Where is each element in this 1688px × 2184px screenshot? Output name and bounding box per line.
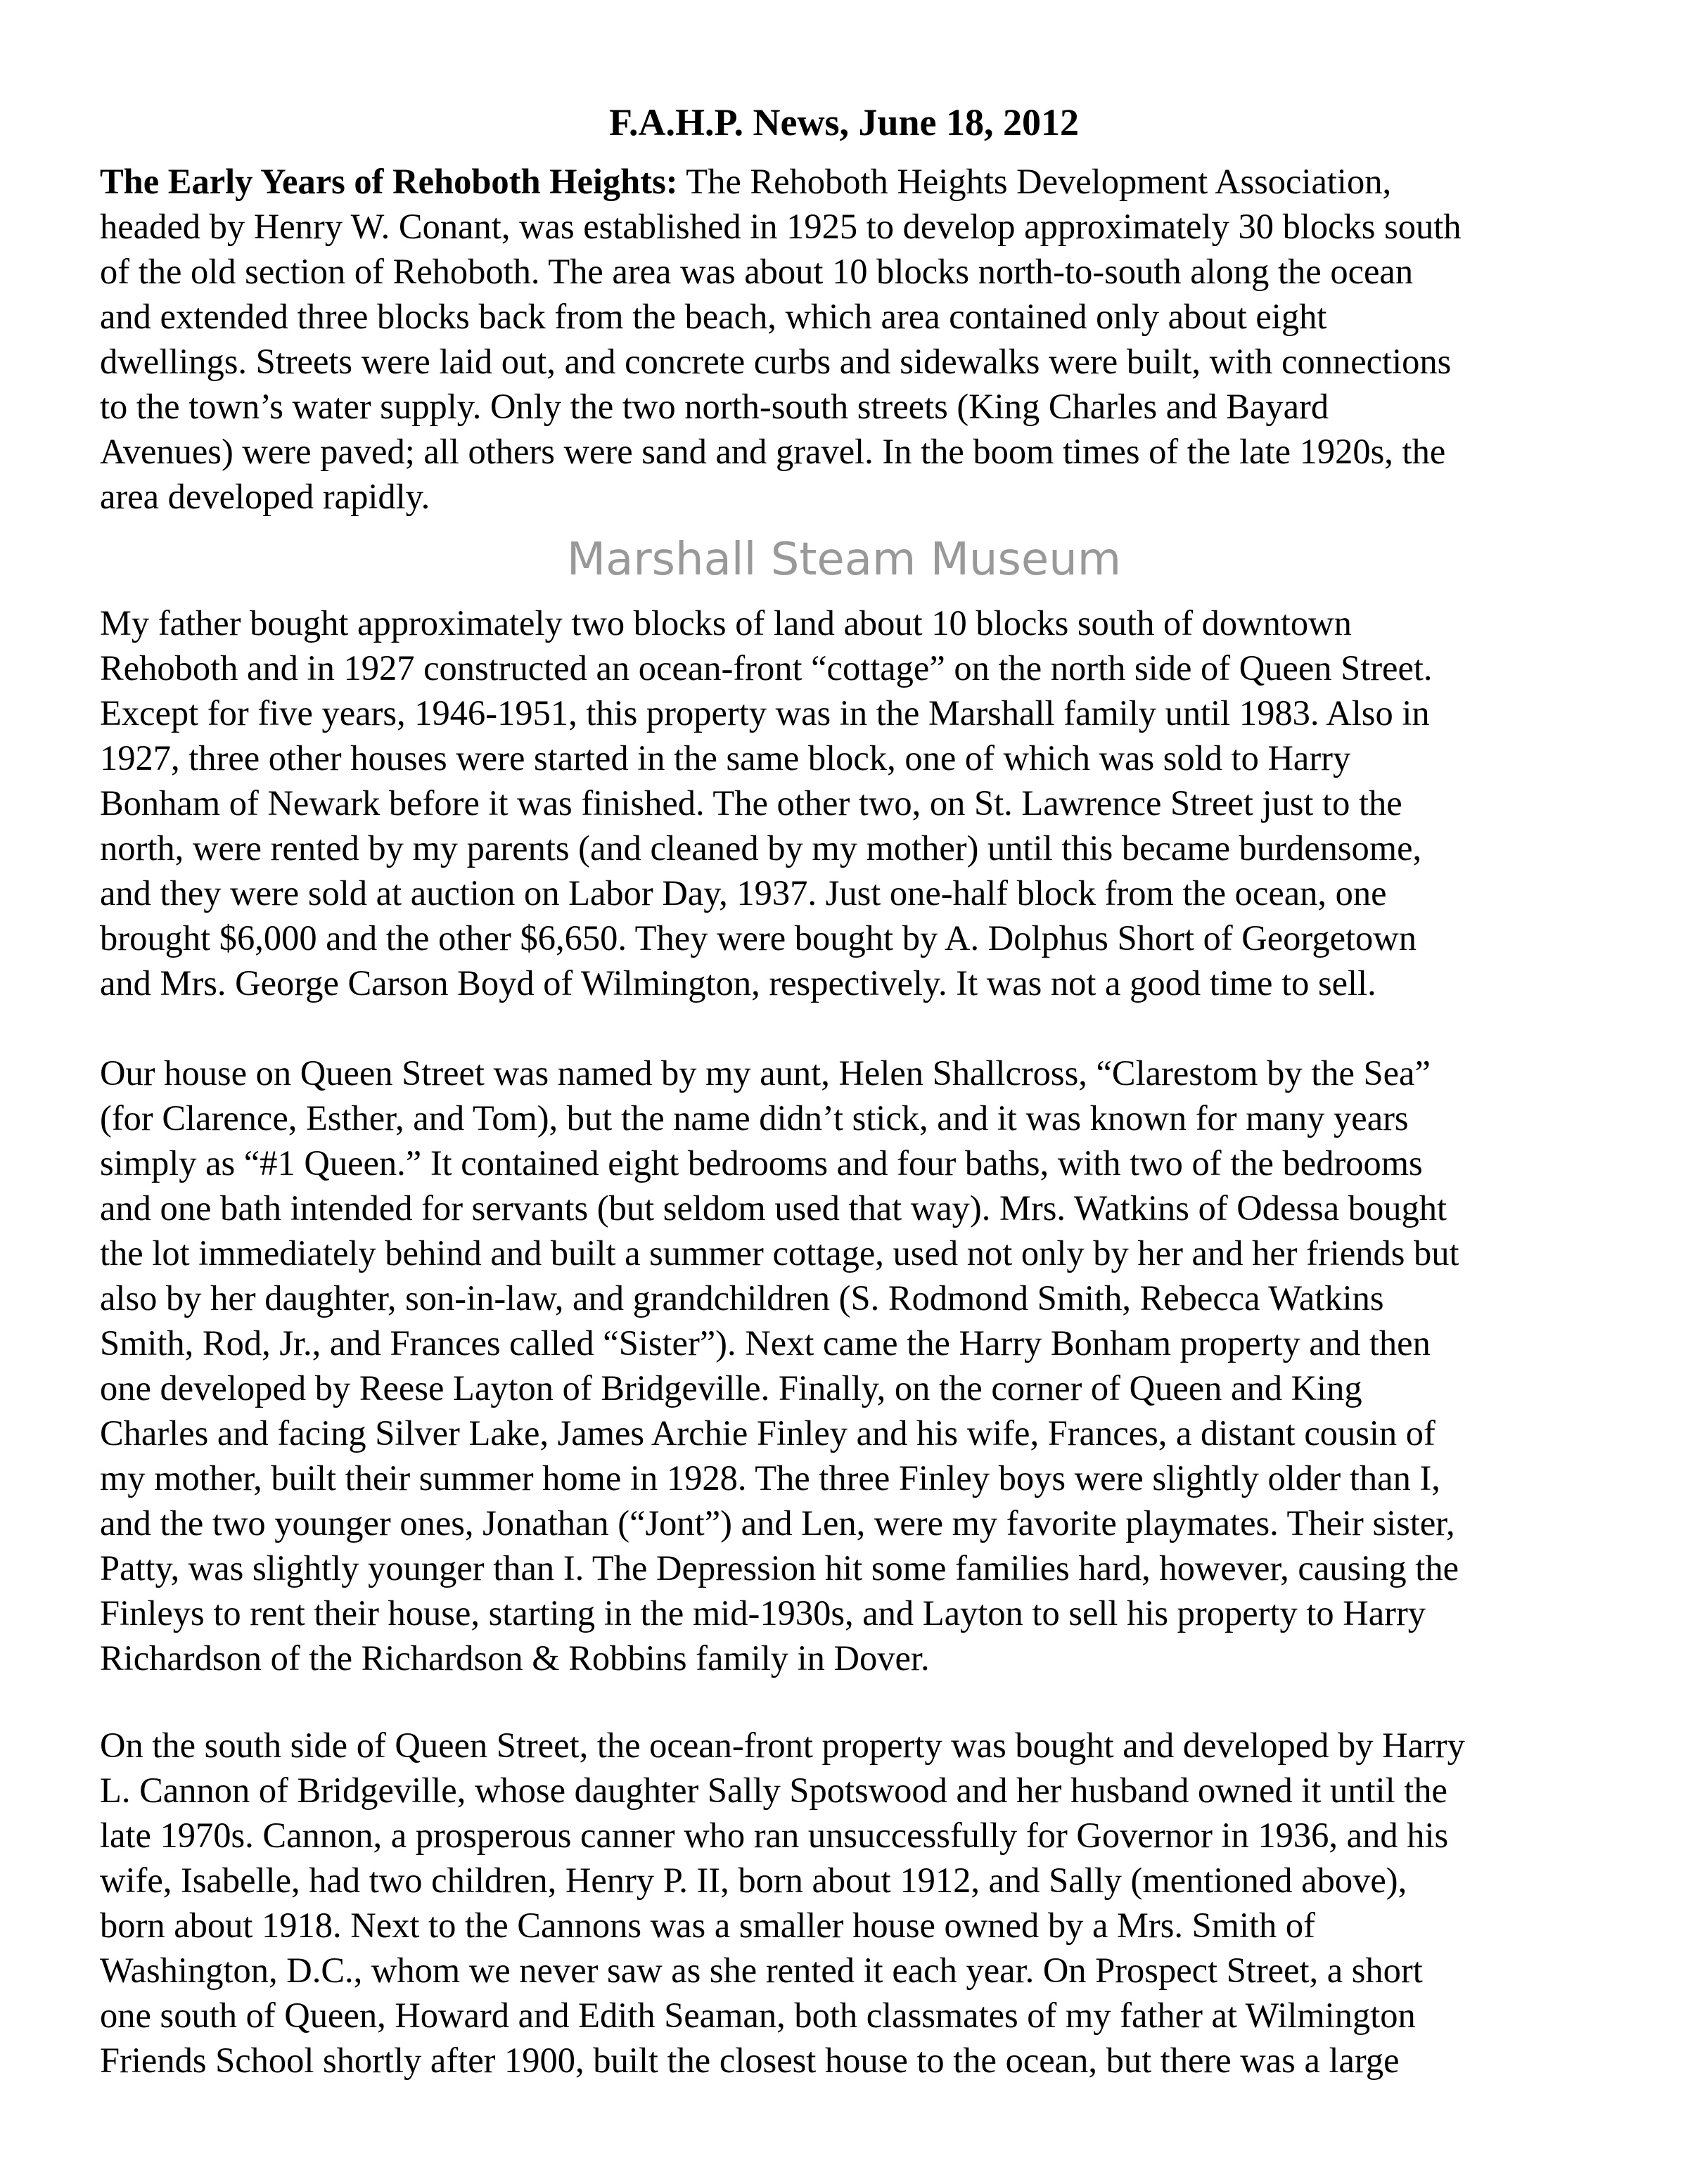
text-line: Charles and facing Silver Lake, James Archie Finley and his wife, Frances, a distant cousin of — [100, 1413, 1436, 1453]
text-line: On the south side of Queen Street, the ocean-front property was bought and developed by Harry — [100, 1726, 1465, 1765]
text-line: simply as “#1 Queen.” It contained eight bedrooms and four baths, with two of the bedrooms — [100, 1143, 1423, 1183]
text-line: Except for five years, 1946-1951, this property was in the Marshall family until 1983. Also in — [100, 693, 1430, 733]
paragraph-queen-street-house — [100, 1051, 1619, 1681]
text-line: also by her daughter, son-in-law, and grandchildren (S. Rodmond Smith, Rebecca Watkins — [100, 1278, 1384, 1318]
text-line: and one bath intended for servants (but seldom used that way). Mrs. Watkins of Odessa bought — [100, 1188, 1447, 1228]
text-line: of the old section of Rehoboth. The area was about 10 blocks north-to-south along the ocean — [100, 252, 1414, 291]
text-line: late 1970s. Cannon, a prosperous canner who ran unsuccessfully for Governor in 1936, and his — [100, 1816, 1449, 1855]
text-line: wife, Isabelle, had two children, Henry P. II, born about 1912, and Sally (mentioned above), — [100, 1861, 1407, 1900]
text-line: brought $6,000 and the other $6,650. They were bought by A. Dolphus Short of Georgetown — [100, 918, 1417, 958]
paragraph-father-land — [100, 600, 1619, 1006]
text-line — [100, 159, 1619, 204]
paragraph-early-years — [100, 159, 1619, 519]
text-line: north, were rented by my parents (and cleaned by my mother) until this became burdensome, — [100, 828, 1422, 868]
text-line: 1927, three other houses were started in the same block, one of which was sold to Harry — [100, 738, 1351, 778]
text-line: Patty, was slightly younger than I. The Depression hit some families hard, however, causing the — [100, 1548, 1459, 1588]
paragraph-south-side — [100, 1723, 1619, 2083]
text-line: Avenues) were paved; all others were sand and gravel. In the boom times of the late 1920s, the — [100, 432, 1446, 471]
text-line: born about 1918. Next to the Cannons was a smaller house owned by a Mrs. Smith of — [100, 1906, 1315, 1945]
text-line: and the two younger ones, Jonathan (“Jont”) and Len, were my favorite playmates. Their sister, — [100, 1503, 1455, 1543]
text-line: one developed by Reese Layton of Bridgeville. Finally, on the corner of Queen and King — [100, 1368, 1362, 1408]
text-line: Friends School shortly after 1900, built the closest house to the ocean, but there was a large — [100, 2041, 1400, 2080]
text-line: Richardson of the Richardson & Robbins family in Dover. — [100, 1638, 930, 1678]
text-line: my mother, built their summer home in 1928. The three Finley boys were slightly older than I, — [100, 1458, 1440, 1498]
text-line: and extended three blocks back from the beach, which area contained only about eight — [100, 297, 1327, 336]
text-line: one south of Queen, Howard and Edith Seaman, both classmates of my father at Wilmington — [100, 1996, 1416, 2035]
section-heading: The Early Years of Rehoboth Heights: — [100, 162, 678, 201]
page-title: F.A.H.P. News, June 18, 2012 — [608, 101, 1080, 143]
text-line: My father bought approximately two blocks of land about 10 blocks south of downtown — [100, 603, 1352, 643]
text-line: the lot immediately behind and built a summer cottage, used not only by her and her friends but — [100, 1233, 1459, 1273]
text-line: and they were sold at auction on Labor Day, 1937. Just one-half block from the ocean, one — [100, 873, 1387, 913]
text-line: and Mrs. George Carson Boyd of Wilmington, respectively. It was not a good time to sell. — [100, 963, 1376, 1003]
text-line: L. Cannon of Bridgeville, whose daughter Sally Spotswood and her husband owned it until the — [100, 1771, 1447, 1810]
text-line: to the town’s water supply. Only the two north-south streets (King Charles and Bayard — [100, 387, 1329, 426]
text-line: Rehoboth and in 1927 constructed an ocean-front “cottage” on the north side of Queen Street. — [100, 648, 1433, 688]
text-line: Smith, Rod, Jr., and Frances called “Sister”). Next came the Harry Bonham property and then — [100, 1323, 1431, 1363]
watermark: Marshall Steam Museum — [566, 534, 1122, 586]
text-line: dwellings. Streets were laid out, and concrete curbs and sidewalks were built, with connections — [100, 342, 1452, 381]
text-line: (for Clarence, Esther, and Tom), but the name didn’t stick, and it was known for many years — [100, 1098, 1409, 1138]
text-line: area developed rapidly. — [100, 477, 430, 516]
text-line: headed by Henry W. Conant, was established in 1925 to develop approximately 30 blocks south — [100, 207, 1462, 246]
text-line: Our house on Queen Street was named by my aunt, Helen Shallcross, “Clarestom by the Sea” — [100, 1053, 1431, 1093]
text-line: Bonham of Newark before it was finished. The other two, on St. Lawrence Street just to the — [100, 783, 1402, 823]
text-line: Washington, D.C., whom we never saw as she rented it each year. On Prospect Street, a short — [100, 1951, 1423, 1990]
text-line: Finleys to rent their house, starting in the mid-1930s, and Layton to sell his property to Harry — [100, 1593, 1426, 1633]
text-line-content: The Rehoboth Heights Development Association, — [677, 162, 1392, 201]
